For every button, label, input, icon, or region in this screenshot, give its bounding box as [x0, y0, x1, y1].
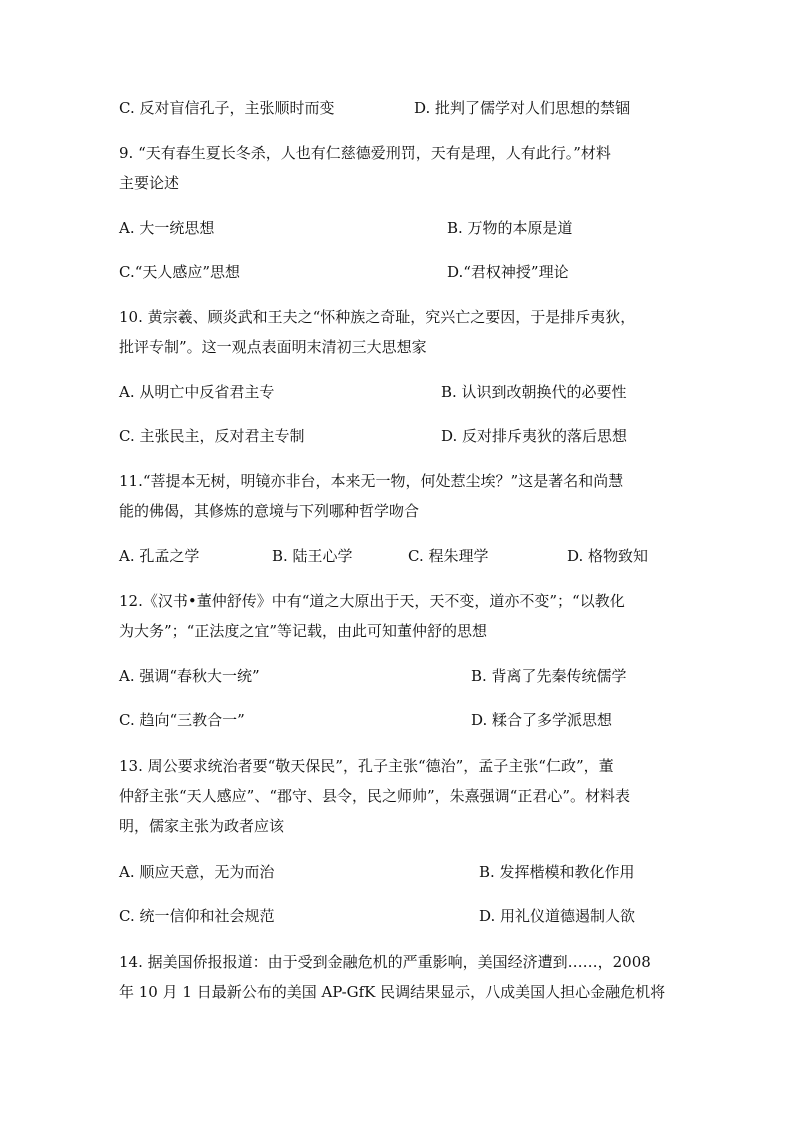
q10-option-c: C. 主张民主，反对君主专制 [119, 427, 305, 445]
q9-stem-line-1: 9. “天有春生夏长冬杀，人也有仁慈德爱刑罚，天有是理，人有此行。”材料 [119, 144, 611, 162]
q8-option-c: C. 反对盲信孔子，主张顺时而变 [119, 99, 335, 117]
q12-option-a: A. 强调“春秋大一统” [119, 667, 260, 685]
q8-option-d: D. 批判了儒学对人们思想的禁锢 [414, 99, 631, 117]
q10-stem-line-1: 10. 黄宗羲、顾炎武和王夫之“怀种族之奇耻，究兴亡之要因，于是排斥夷狄， [119, 308, 636, 326]
q13-option-d: D. 用礼仪道德遏制人欲 [479, 907, 636, 925]
q10-stem-line-2: 批评专制”。这一观点表面明末清初三大思想家 [119, 338, 427, 356]
q11-option-d: D. 格物致知 [567, 547, 649, 565]
q11-option-c: C. 程朱理学 [408, 547, 489, 565]
q12-option-c: C. 趋向“三教合一” [119, 711, 245, 729]
q9-option-c: C.“天人感应”思想 [119, 263, 241, 281]
q13-stem-line-1: 13. 周公要求统治者要“敬天保民”，孔子主张“德治”，孟子主张“仁政”，董 [119, 757, 614, 775]
q13-stem-line-2: 仲舒主张“天人感应”、“郡守、县令，民之师帅”，朱熹强调“正君心”。材料表 [119, 787, 631, 805]
q12-stem-line-1: 12.《汉书•董仲舒传》中有“道之大原出于天，天不变，道亦不变”；“以教化 [119, 592, 625, 610]
q12-option-d: D. 糅合了多学派思想 [471, 711, 613, 729]
q11-option-a: A. 孔孟之学 [119, 547, 200, 565]
q13-stem-line-3: 明，儒家主张为政者应该 [119, 817, 285, 835]
q13-option-a: A. 顺应天意，无为而治 [119, 863, 275, 881]
q9-option-a: A. 大一统思想 [119, 219, 215, 237]
q13-option-b: B. 发挥楷模和教化作用 [479, 863, 635, 881]
q9-stem-line-2: 主要论述 [119, 174, 180, 192]
q12-option-b: B. 背离了先秦传统儒学 [471, 667, 627, 685]
q9-option-d: D.“君权神授”理论 [447, 263, 569, 281]
q9-option-b: B. 万物的本原是道 [447, 219, 573, 237]
q13-option-c: C. 统一信仰和社会规范 [119, 907, 275, 925]
q10-option-b: B. 认识到改朝换代的必要性 [441, 383, 627, 401]
q12-stem-line-2: 为大务”；“正法度之宜”等记载，由此可知董仲舒的思想 [119, 622, 488, 640]
q11-stem-line-1: 11.“菩提本无树，明镜亦非台，本来无一物，何处惹尘埃？”这是著名和尚慧 [119, 472, 624, 490]
q10-option-d: D. 反对排斥夷狄的落后思想 [441, 427, 628, 445]
q10-option-a: A. 从明亡中反省君主专 [119, 383, 275, 401]
q14-stem-line-2: 年 10 月 1 日最新公布的美国 AP-GfK 民调结果显示，八成美国人担心金融危机将 [119, 983, 666, 1001]
q11-stem-line-2: 能的佛偈，其修炼的意境与下列哪种哲学吻合 [119, 502, 420, 520]
q14-stem-line-1: 14. 据美国侨报报道：由于受到金融危机的严重影响，美国经济遭到……，2008 [119, 953, 651, 971]
q11-option-b: B. 陆王心学 [272, 547, 353, 565]
